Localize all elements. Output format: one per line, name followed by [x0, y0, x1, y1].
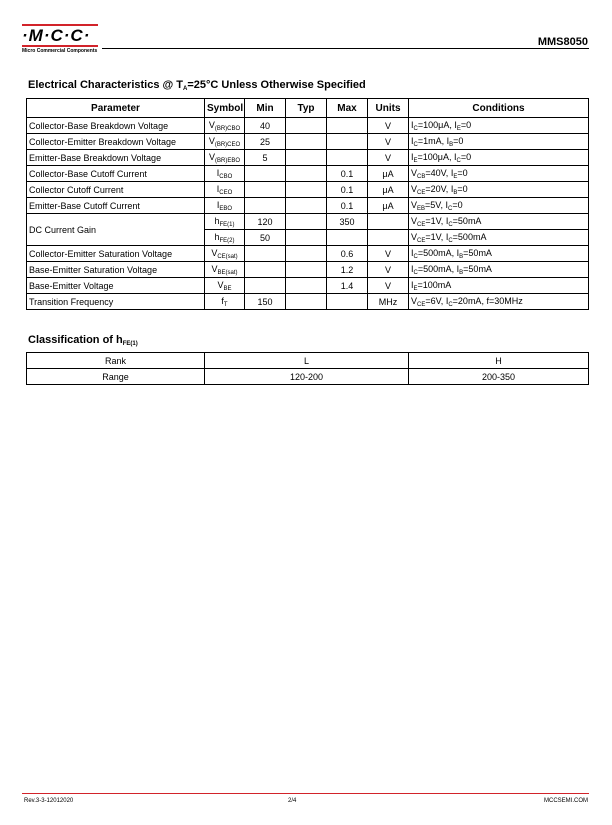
min-cell: 150: [245, 294, 286, 310]
units-cell: V: [368, 134, 409, 150]
symbol-cell: $h_{FE(2)}$: [205, 230, 245, 246]
header-min: Min: [245, 99, 286, 118]
table-row: [27, 278, 589, 294]
units-cell: μA: [368, 198, 409, 214]
min-cell: [245, 246, 286, 262]
header-conditions: Conditions: [409, 99, 589, 118]
conditions-cell: $I_C=500mA$, $I_B=50mA$: [409, 246, 589, 262]
conditions-cell: $I_E=100mA$: [409, 278, 589, 294]
typ-cell: [286, 134, 327, 150]
symbol-cell: $f_T$: [205, 294, 245, 310]
min-cell: 120: [245, 214, 286, 230]
units-cell: μA: [368, 182, 409, 198]
rank-l: L: [205, 353, 409, 369]
range-row: [27, 369, 589, 385]
conditions-cell: $I_C=1mA$, $I_B=0$: [409, 134, 589, 150]
conditions-cell: $V_{CE}=6V$, $I_C=20mA$, f=30MHz: [409, 294, 589, 310]
units-cell: V: [368, 262, 409, 278]
symbol-cell: $I_{EBO}$: [205, 198, 245, 214]
table-header-row: [27, 99, 589, 118]
min-cell: 5: [245, 150, 286, 166]
range-label: Range: [27, 369, 205, 385]
min-cell: [245, 262, 286, 278]
conditions-cell: $V_{CE}=1V$, $I_C=500mA$: [409, 230, 589, 246]
param-cell: Base-Emitter Saturation Voltage: [27, 262, 205, 278]
symbol-cell: $V_{CE(sat)}$: [205, 246, 245, 262]
max-cell: 0.1: [327, 182, 368, 198]
table-row: [27, 118, 589, 134]
symbol-cell: $V_{(BR)CBO}$: [205, 118, 245, 134]
header-typ: Typ: [286, 99, 327, 118]
max-cell: [327, 118, 368, 134]
max-cell: 0.1: [327, 198, 368, 214]
electrical-characteristics-table: [26, 98, 589, 310]
conditions-cell: $V_{CE}=1V$, $I_C=50mA$: [409, 214, 589, 230]
header-max: Max: [327, 99, 368, 118]
param-cell: Emitter-Base Cutoff Current: [27, 198, 205, 214]
max-cell: [327, 294, 368, 310]
symbol-cell: $V_{BE}$: [205, 278, 245, 294]
logo-text: ·M·C·C·: [22, 26, 91, 45]
typ-cell: [286, 166, 327, 182]
electrical-title: Electrical Characteristics @ $T_A=25^\circ C$ Unless Otherwise Specified: [28, 79, 366, 92]
typ-cell: [286, 246, 327, 262]
header-units: Units: [368, 99, 409, 118]
table-row: [27, 166, 589, 182]
min-cell: [245, 182, 286, 198]
max-cell: [327, 150, 368, 166]
units-cell: μA: [368, 166, 409, 182]
conditions-cell: $V_{CB}=40V$, $I_E=0$: [409, 166, 589, 182]
typ-cell: [286, 198, 327, 214]
min-cell: 25: [245, 134, 286, 150]
param-cell: Emitter-Base Breakdown Voltage: [27, 150, 205, 166]
units-cell: [368, 230, 409, 246]
param-cell: Collector Cutoff Current: [27, 182, 205, 198]
units-cell: V: [368, 246, 409, 262]
max-cell: 350: [327, 214, 368, 230]
param-cell: Collector-Emitter Saturation Voltage: [27, 246, 205, 262]
units-cell: V: [368, 150, 409, 166]
symbol-cell: $I_{CBO}$: [205, 166, 245, 182]
table-row: [27, 198, 589, 214]
mcc-logo: [22, 26, 98, 56]
max-cell: 1.4: [327, 278, 368, 294]
part-number: MMS8050: [537, 36, 588, 48]
typ-cell: [286, 182, 327, 198]
conditions-cell: $I_C=100\mu A$, $I_E=0$: [409, 118, 589, 134]
min-cell: [245, 198, 286, 214]
revision-text: Rev.3-3-12012020: [24, 798, 74, 804]
table-row: [27, 262, 589, 278]
table-row: [27, 150, 589, 166]
min-cell: [245, 166, 286, 182]
conditions-cell: $I_E=100\mu A$, $I_C=0$: [409, 150, 589, 166]
param-cell: Collector-Base Cutoff Current: [27, 166, 205, 182]
param-cell: Collector-Base Breakdown Voltage: [27, 118, 205, 134]
website-text: MCCSEMI.COM: [544, 798, 588, 804]
header-parameter: Parameter: [27, 99, 205, 118]
min-cell: [245, 278, 286, 294]
param-cell: Base-Emitter Voltage: [27, 278, 205, 294]
table-row: [27, 134, 589, 150]
units-cell: MHz: [368, 294, 409, 310]
table-row: [27, 246, 589, 262]
symbol-cell: $V_{(BR)EBO}$: [205, 150, 245, 166]
min-cell: 50: [245, 230, 286, 246]
max-cell: 0.1: [327, 166, 368, 182]
typ-cell: [286, 262, 327, 278]
typ-cell: [286, 150, 327, 166]
rank-label: Rank: [27, 353, 205, 369]
table-row: [27, 214, 589, 230]
min-cell: 40: [245, 118, 286, 134]
symbol-cell: $V_{BE(sat)}$: [205, 262, 245, 278]
header-symbol: Symbol: [205, 99, 245, 118]
typ-cell: [286, 294, 327, 310]
range-l: 120-200: [205, 369, 409, 385]
param-cell: Collector-Emitter Breakdown Voltage: [27, 134, 205, 150]
max-cell: 1.2: [327, 262, 368, 278]
symbol-cell: $I_{CEO}$: [205, 182, 245, 198]
param-cell: Transition Frequency: [27, 294, 205, 310]
range-h: 200-350: [409, 369, 589, 385]
header-rule: [102, 48, 589, 49]
typ-cell: [286, 230, 327, 246]
classification-title: Classification of $h_{FE(1)}$: [28, 334, 138, 347]
typ-cell: [286, 278, 327, 294]
max-cell: 0.6: [327, 246, 368, 262]
rank-h: H: [409, 353, 589, 369]
conditions-cell: $V_{CE}=20V$, $I_B=0$: [409, 182, 589, 198]
symbol-cell: $V_{(BR)CEO}$: [205, 134, 245, 150]
symbol-cell: $h_{FE(1)}$: [205, 214, 245, 230]
units-cell: V: [368, 118, 409, 134]
units-cell: [368, 214, 409, 230]
units-cell: V: [368, 278, 409, 294]
logo-bottom-line: [22, 45, 98, 47]
max-cell: [327, 230, 368, 246]
max-cell: [327, 134, 368, 150]
classification-table: [26, 352, 589, 385]
table-row: [27, 182, 589, 198]
conditions-cell: $V_{EB}=5V$, $I_C=0$: [409, 198, 589, 214]
conditions-cell: $I_C=500mA$, $I_B=50mA$: [409, 262, 589, 278]
rank-row: [27, 353, 589, 369]
typ-cell: [286, 214, 327, 230]
footer-rule: [22, 793, 589, 794]
page-number: 2/4: [288, 798, 297, 804]
logo-subtext: Micro Commercial Components: [22, 48, 98, 54]
table-row: [27, 294, 589, 310]
param-cell: DC Current Gain: [27, 214, 205, 246]
typ-cell: [286, 118, 327, 134]
